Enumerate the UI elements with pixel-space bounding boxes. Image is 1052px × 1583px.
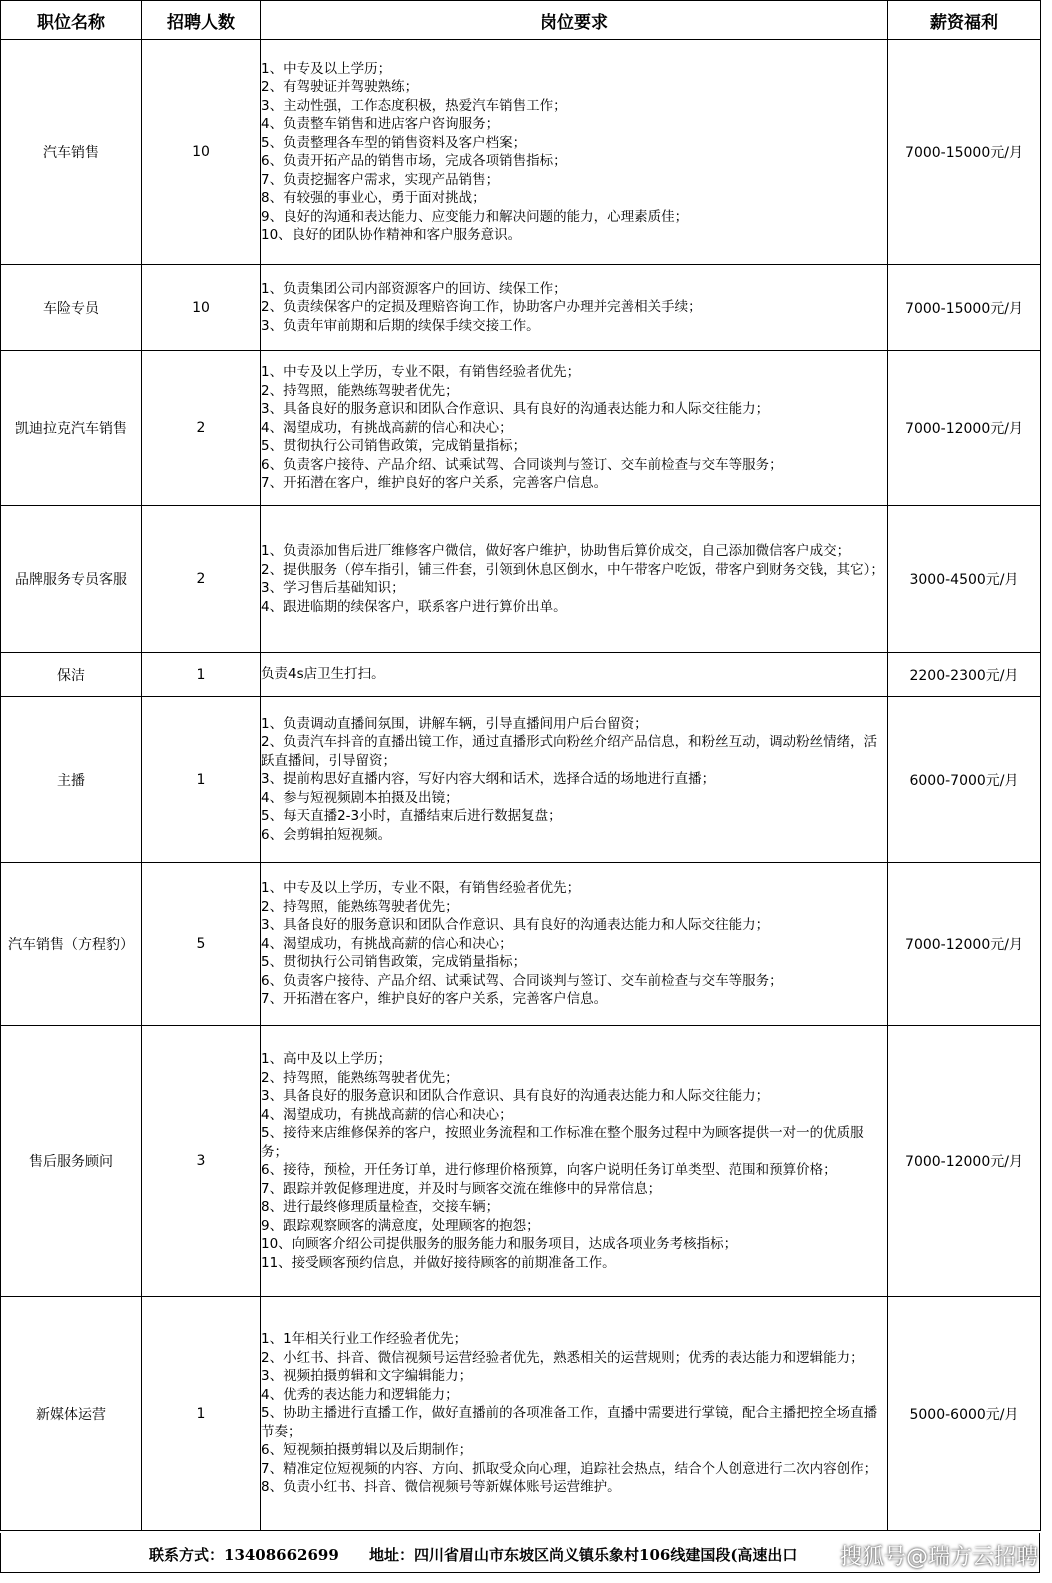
job-count: 1 [142, 697, 261, 863]
requirement-line: 2、有驾驶证并驾驶熟练； [261, 79, 419, 95]
requirement-line: 5、接待来店维修保养的客户，按照业务流程和工作标准在整个服务过程中为顾客提供一对一的优质服务； [261, 1125, 864, 1160]
table-row [1, 351, 1041, 506]
table-row [1, 506, 1041, 653]
job-title: 品牌服务专员客服 [1, 506, 142, 653]
requirement-line: 9、跟踪观察顾客的满意度，处理顾客的抱怨； [261, 1217, 540, 1234]
job-requirements [261, 506, 888, 653]
job-requirements [261, 351, 888, 506]
job-requirements [261, 653, 888, 697]
table-row [1, 653, 1041, 697]
requirement-line: 6、短视频拍摄剪辑以及后期制作； [261, 1442, 473, 1459]
requirement-line: 11、接受顾客预约信息，并做好接待顾客的前期准备工作。 [261, 1254, 616, 1271]
job-salary: 7000-15000元/月 [888, 265, 1041, 351]
requirement-line: 4、渴望成功，有挑战高薪的信心和决心； [261, 935, 513, 952]
requirement-line: 2、小红书、抖音、微信视频号运营经验者优先，熟悉相关的运营规则；优秀的表达能力和逻辑能力； [261, 1349, 864, 1366]
job-count: 2 [142, 506, 261, 653]
requirement-line: 5、协助主播进行直播工作，做好直播前的各项准备工作，直播中需要进行掌镜，配合主播把控全场直播节奏； [261, 1405, 878, 1440]
job-title: 汽车销售（方程豹） [1, 863, 142, 1026]
requirement-line: 10、向顾客介绍公司提供服务的服务能力和服务项目，达成各项业务考核指标； [261, 1236, 738, 1252]
requirement-line: 8、有较强的事业心，勇于面对挑战； [261, 190, 486, 206]
requirement-line: 7、负责挖掘客户需求，实现产品销售； [261, 171, 500, 188]
requirement-line: 4、优秀的表达能力和逻辑能力； [261, 1386, 459, 1403]
requirement-line: 6、接待，预检，开任务订单，进行修理价格预算，向客户说明任务订单类型、范围和预算价格； [261, 1162, 837, 1178]
requirement-line: 2、负责汽车抖音的直播出镜工作，通过直播形式向粉丝介绍产品信息，和粉丝互动，调动粉丝情绪，活跃直播间，引导留资； [261, 734, 878, 769]
requirement-line: 1、负责添加售后进厂维修客户微信，做好客户维护，协助售后算价成交，自己添加微信客户成交； [261, 543, 851, 559]
header-count: 招聘人数 [142, 1, 261, 40]
job-count: 5 [142, 863, 261, 1026]
job-count: 1 [142, 653, 261, 697]
job-title: 售后服务顾问 [1, 1026, 142, 1297]
job-rows [1, 40, 1041, 1531]
job-requirements [261, 863, 888, 1026]
requirement-line: 3、视频拍摄剪辑和文字编辑能力； [261, 1368, 473, 1385]
job-requirements [261, 697, 888, 863]
table-header-row [1, 1, 1041, 40]
job-salary: 2200-2300元/月 [888, 653, 1041, 697]
requirement-line: 3、学习售后基础知识； [261, 580, 405, 596]
requirement-line: 5、贯彻执行公司销售政策，完成销量指标； [261, 438, 527, 455]
table-row [1, 1297, 1041, 1531]
job-title: 主播 [1, 697, 142, 863]
requirement-line: 1、中专及以上学历，专业不限，有销售经验者优先； [261, 364, 581, 381]
table-row [1, 40, 1041, 265]
requirement-line: 7、跟踪并敦促修理进度，并及时与顾客交流在维修中的异常信息； [261, 1180, 662, 1197]
table-row [1, 863, 1041, 1026]
job-title: 保洁 [1, 653, 142, 697]
table-row [1, 1026, 1041, 1297]
job-requirements [261, 1026, 888, 1297]
requirement-line: 3、具备良好的服务意识和团队合作意识、具有良好的沟通表达能力和人际交往能力； [261, 917, 770, 934]
requirement-line: 3、具备良好的服务意识和团队合作意识、具有良好的沟通表达能力和人际交往能力； [261, 401, 770, 418]
requirement-line: 6、负责客户接待、产品介绍、试乘试驾、合同谈判与签订、交车前检查与交车等服务； [261, 972, 783, 989]
requirement-line: 6、负责开拓产品的销售市场，完成各项销售指标； [261, 153, 567, 169]
job-title: 汽车销售 [1, 40, 142, 265]
job-title: 新媒体运营 [1, 1297, 142, 1531]
requirement-line: 4、渴望成功，有挑战高薪的信心和决心； [261, 1106, 513, 1123]
requirement-line: 负责4s店卫生打扫。 [261, 666, 385, 683]
requirement-line: 3、具备良好的服务意识和团队合作意识、具有良好的沟通表达能力和人际交往能力； [261, 1088, 770, 1104]
requirement-line: 1、负责集团公司内部资源客户的回访、续保工作； [261, 280, 567, 297]
job-count: 10 [142, 265, 261, 351]
requirement-line: 7、开拓潜在客户，维护良好的客户关系，完善客户信息。 [261, 475, 608, 492]
watermark: 搜狐号@瑞方云招聘 [839, 1545, 1038, 1570]
table-row [1, 697, 1041, 863]
requirement-line: 3、主动性强，工作态度积极，热爱汽车销售工作； [261, 97, 567, 114]
requirement-line: 9、良好的沟通和表达能力、应变能力和解决问题的能力，心理素质佳； [261, 208, 689, 225]
requirement-line: 7、精准定位短视频的内容、方向、抓取受众向心理，追踪社会热点，结合个人创意进行二次内容创作； [261, 1460, 878, 1477]
requirement-line: 4、负责整车销售和进店客户咨询服务； [261, 116, 500, 132]
job-salary: 6000-7000元/月 [888, 697, 1041, 863]
job-title: 凯迪拉克汽车销售 [1, 351, 142, 506]
job-salary: 7000-15000元/月 [888, 40, 1041, 265]
requirement-line: 4、渴望成功，有挑战高薪的信心和决心； [261, 419, 513, 436]
requirement-line: 2、持驾照，能熟练驾驶者优先； [261, 382, 459, 399]
job-count: 2 [142, 351, 261, 506]
requirement-line: 1、负责调动直播间氛围，讲解车辆，引导直播间用户后台留资； [261, 715, 648, 732]
job-salary: 5000-6000元/月 [888, 1297, 1041, 1531]
requirement-line: 1、中专及以上学历； [261, 60, 392, 77]
job-title: 车险专员 [1, 265, 142, 351]
job-requirements [261, 40, 888, 265]
requirement-line: 5、每天直播2-3小时，直播结束后进行数据复盘； [261, 808, 562, 825]
requirement-line: 2、提供服务（停车指引，铺三件套，引领到休息区倒水，中午带客户吃饭，带客户到财务交钱，其它）； [261, 561, 884, 578]
job-salary: 7000-12000元/月 [888, 351, 1041, 506]
requirement-line: 2、负责续保客户的定损及理赔咨询工作，协助客户办理并完善相关手续； [261, 299, 702, 316]
header-requirements: 岗位要求 [261, 1, 888, 40]
requirement-line: 5、贯彻执行公司销售政策，完成销量指标； [261, 954, 527, 971]
requirement-line: 2、持驾照，能熟练驾驶者优先； [261, 1069, 459, 1086]
contact-phone: 联系方式：13408662699 [149, 1546, 339, 1564]
job-requirements [261, 265, 888, 351]
requirement-line: 5、负责整理各车型的销售资料及客户档案； [261, 134, 527, 151]
requirement-line: 6、负责客户接待、产品介绍、试乘试驾、合同谈判与签订、交车前检查与交车等服务； [261, 456, 783, 473]
job-count: 3 [142, 1026, 261, 1297]
requirement-line: 6、会剪辑拍短视频。 [261, 826, 392, 843]
requirement-line: 8、负责小红书、抖音、微信视频号等新媒体账号运营维护。 [261, 1479, 621, 1496]
job-salary: 3000-4500元/月 [888, 506, 1041, 653]
requirement-line: 3、负责年审前期和后期的续保手续交接工作。 [261, 317, 540, 334]
job-requirements [261, 1297, 888, 1531]
requirement-line: 1、1年相关行业工作经验者优先； [261, 1331, 468, 1348]
table-row [1, 265, 1041, 351]
job-salary: 7000-12000元/月 [888, 863, 1041, 1026]
requirement-line: 4、跟进临期的续保客户，联系客户进行算价出单。 [261, 598, 567, 615]
job-salary: 7000-12000元/月 [888, 1026, 1041, 1297]
job-count: 1 [142, 1297, 261, 1531]
contact-address: 地址：四川省眉山市东坡区尚义镇乐象村106线建国段(高速出口 [369, 1546, 798, 1564]
header-title: 职位名称 [1, 1, 142, 40]
requirement-line: 10、良好的团队协作精神和客户服务意识。 [261, 227, 522, 243]
requirement-line: 4、参与短视频剧本拍摄及出镜； [261, 789, 459, 806]
requirement-line: 3、提前构思好直播内容，写好内容大纲和话术，选择合适的场地进行直播； [261, 771, 716, 788]
header-salary: 薪资福利 [888, 1, 1041, 40]
requirement-line: 1、高中及以上学历； [261, 1051, 392, 1067]
requirement-line: 7、开拓潜在客户，维护良好的客户关系，完善客户信息。 [261, 991, 608, 1008]
job-count: 10 [142, 40, 261, 265]
requirement-line: 2、持驾照，能熟练驾驶者优先； [261, 898, 459, 915]
requirement-line: 1、中专及以上学历，专业不限，有销售经验者优先； [261, 880, 581, 897]
requirement-line: 8、进行最终修理质量检查，交接车辆； [261, 1199, 500, 1215]
